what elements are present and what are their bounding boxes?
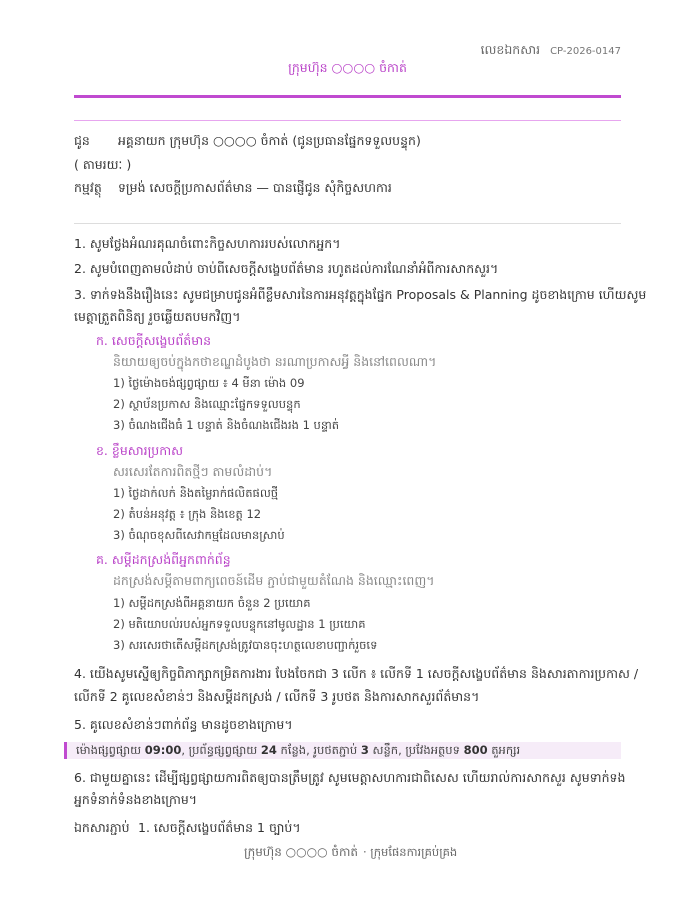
paragraph-2: 2. សូមបំពេញតាមលំដាប់ ចាប់ពីសេចក្តីសង្ខេបព័ត៌មាន រហូតដល់ការណែនាំអំពីការសាកសួរ។ [74,261,499,276]
section-a-item-3: 3) ចំណងជើងធំ 1 បន្ទាត់ និងចំណងជើងរង 1 បន្ទាត់ [113,418,340,432]
section-c-item-3: 3) សរសេរថាតើសម្តីដកស្រង់ត្រូវបានចុះហត្ថលេខាបញ្ជាក់រួចទេ [113,638,378,652]
signature-team: · ក្រុមផែនការគ្រប់គ្រង [363,845,458,859]
kf-text-4: សន្លឹក, ប្រវែងអត្ថបទ [368,743,464,757]
paragraph-4-line-2: លើកទី 2 គូលេខសំខាន់ៗ និងសម្តីដកស្រង់ / លើកទី 3 រូបថត និងការសាកសួរព័ត៌មាន។ [74,689,480,704]
kf-char-count: 800 [463,743,488,757]
section-a-item-1: 1) ថ្ងៃម៉ោងចង់ផ្សព្វផ្សាយ ៖ 4 មីនា ម៉ោង 09 [113,376,305,390]
highlight-accent-bar [64,742,67,759]
section-b-item-2: 2) តំបន់អនុវត្ត ៖ ក្រុង និងខេត្ត 12 [113,507,262,521]
section-c-description: ដកស្រង់សម្តីតាមពាក្យពេចន៍ដើម ភ្ជាប់ជាមួយតំណែង និងឈ្មោះពេញ។ [113,573,435,588]
kf-text-2: , ប្រព័ន្ធផ្សព្វផ្សាយ [181,743,261,757]
via-line: ( តាមរយៈ ) [74,157,132,172]
document-number-label: លេខឯកសារ [480,42,541,57]
subject-label: កម្មវត្ថុ [74,180,102,195]
kf-text-5: តួអក្សរ [487,743,521,757]
header-rule-thick [74,95,621,98]
section-a-item-2: 2) ស្ថាប័នប្រកាស និងឈ្មោះផ្នែកទទួលបន្ទុក [113,397,301,411]
paragraph-4-line-1: 4. យើងសូមស្នើឲ្យកិច្ចពិភាក្សាកម្រិតការងារ បែងចែកជា 3 លើក ៖ លើកទី 1 សេចក្តីសង្ខេបព័ត៌មាន និងសារតាការប្រកាស / [74,666,639,681]
key-figures-text [76,743,520,760]
section-a-description: និយាយឲ្យចប់ក្នុងកថាខណ្ឌដំបូងថា នរណាប្រកាសអ្វី និងនៅពេលណា។ [113,354,437,369]
paragraph-5: 5. គូលេខសំខាន់ៗពាក់ព័ន្ធ មានដូចខាងក្រោម។ [74,717,293,732]
kf-text-3: កន្លែង, រូបថតភ្ជាប់ [276,743,361,757]
section-b-description: សរសេរតែការពិតថ្មីៗ តាមលំដាប់។ [113,464,273,479]
paragraph-6-line-2: អ្នកទំនាក់ទំនងខាងក្រោម។ [74,792,198,807]
company-name: ក្រុមហ៊ុន ○○○○ ចំកាត់ [288,60,407,75]
attachment-value: 1. សេចក្តីសង្ខេបព័ត៌មាន 1 ច្បាប់។ [138,820,301,835]
section-b-item-1: 1) ថ្ងៃដាក់លក់ និងតម្លៃរាក់ផលិតផលថ្មី [113,486,279,500]
recipient-value: អគ្គនាយក ក្រុមហ៊ុន ○○○○ ចំកាត់ (ជូនប្រធានផ្នែកទទួលបន្ទុក) [118,133,421,148]
section-a-heading: ក. សេចក្តីសង្ខេបព័ត៌មាន [96,333,212,348]
signature-company: ក្រុមហ៊ុន ○○○○ ចំកាត់ [244,845,359,859]
section-c-item-2: 2) មតិយោបល់របស់អ្នកទទួលបន្ទុកនៅមូលដ្ឋាន 1 ប្រយោគ [113,617,366,631]
section-b-heading: ខ. ខ្លឹមសារប្រកាស [96,443,184,458]
address-divider [74,223,621,224]
kf-text-1: ម៉ោងផ្សព្វផ្សាយ [76,743,145,757]
document-number [481,42,621,61]
section-c-heading: គ. សម្តីដកស្រង់ពីអ្នកពាក់ព័ន្ធ [96,552,231,567]
kf-time: 09:00 [144,743,182,757]
recipient-label: ជូន [74,133,90,148]
attachment-label: ឯកសារភ្ជាប់ [74,820,130,835]
paragraph-1: 1. សូមថ្លែងអំណរគុណចំពោះកិច្ចសហការរបស់លោកអ្នក។ [74,236,341,251]
kf-photo-count: 3 [360,743,369,757]
document-number-value: CP-2026-0147 [550,46,621,57]
key-figures-highlight [64,742,621,759]
section-c-item-1: 1) សម្តីដកស្រង់ពីអគ្គនាយក ចំនួន 2 ប្រយោគ [113,596,311,610]
paragraph-6-line-1: 6. ជាមួយគ្នានេះ ដើម្បីផ្សព្វផ្សាយការពិតឲ្យបានត្រឹមត្រូវ សូមមេត្តាសហការជាពិសេស ហើយរាល់ការសាកសួរ សូមទាក់ទង [74,770,626,785]
paragraph-3-line-1: 3. ទាក់ទងនឹងរឿងនេះ សូមជម្រាបជូនអំពីខ្លឹមសារនៃការអនុវត្តក្នុងផ្នែក Proposals & Planning ដូចខាងក្រោម ហើយសូម [74,287,647,302]
header-rule-thin [74,120,621,121]
paragraph-3-line-2: មេត្តាត្រួតពិនិត្យ រួចឆ្លើយតបមកវិញ។ [74,309,241,324]
section-b-item-3: 3) ចំណុចខុសពីសេវាកម្មដែលមានស្រាប់ [113,528,285,542]
kf-media-count: 24 [260,743,277,757]
subject-value: ទម្រង់ សេចក្តីប្រកាសព័ត៌មាន — បានផ្ញើជូន សុំកិច្ចសហការ [118,180,392,195]
